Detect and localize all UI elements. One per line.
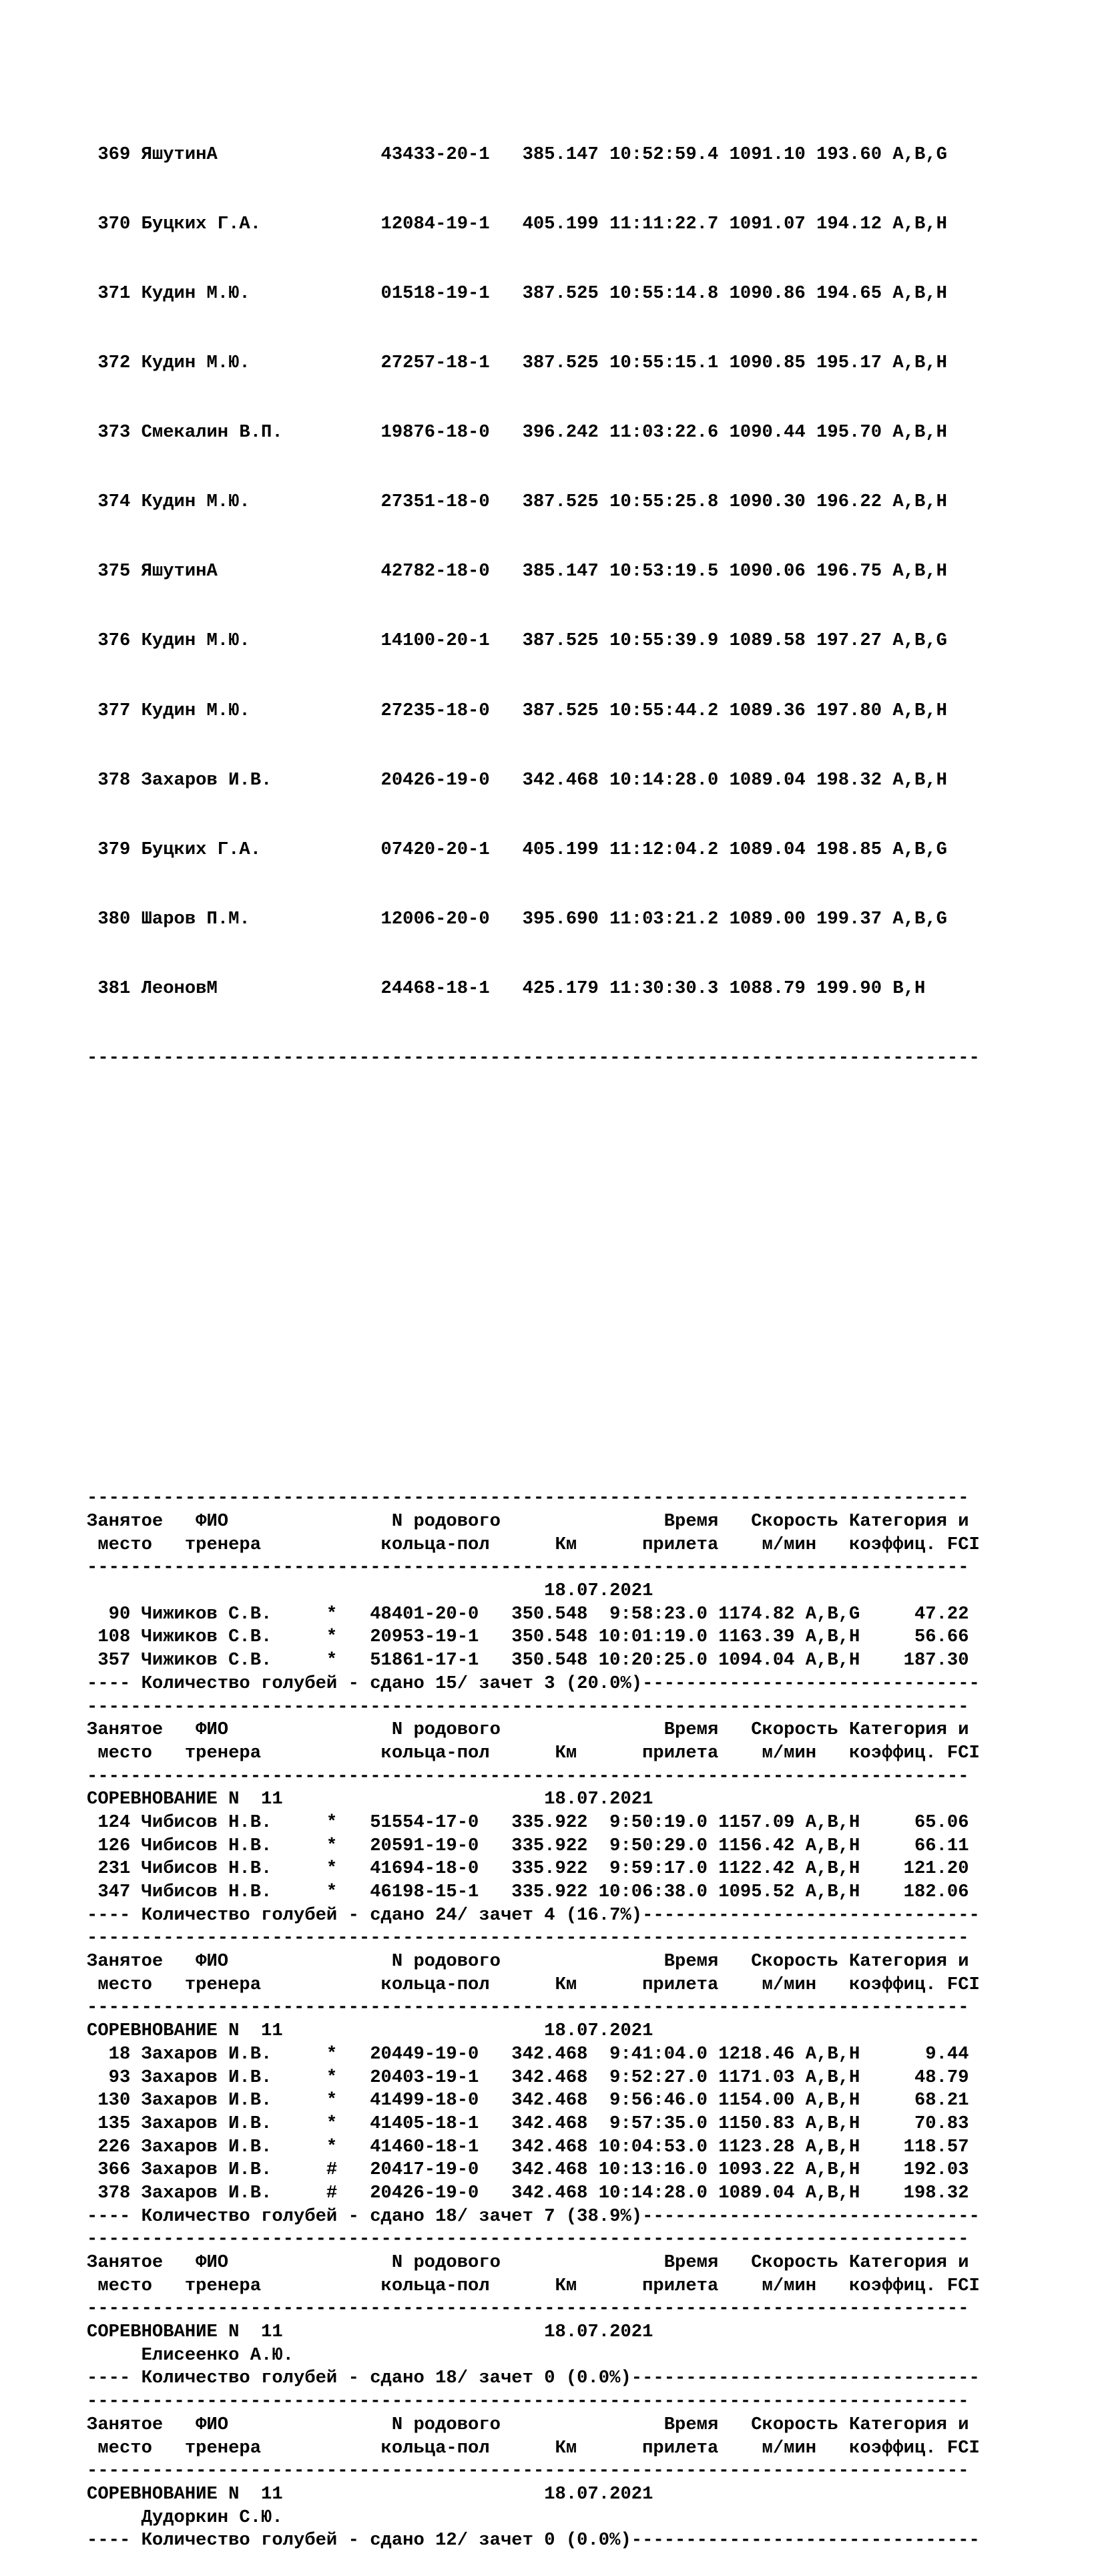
results-document <box>87 51 1088 2576</box>
result-row: 378 Захаров И.В. # 20426-19-0 342.468 10:14:28.0 1089.04 A,B,H 198.32 <box>87 2182 969 2203</box>
spacer <box>87 1325 1088 1348</box>
summary-line: ---- Количество голубей - сдано 18/ зачет 7 (38.9%)------------------------------- <box>87 2205 980 2227</box>
spacer <box>87 1186 1088 1209</box>
divider: --------------------------------------------------------------------------------- <box>87 2391 969 2412</box>
column-header: Занятое ФИО N родового Время Скорость Категория и <box>87 1719 969 1741</box>
result-row: 371 Кудин М.Ю. 01518-19-1 387.525 10:55:14.8 1090.86 194.65 A,B,H <box>87 283 947 304</box>
column-header: Занятое ФИО N родового Время Скорость Категория и <box>87 2414 969 2435</box>
column-header: место тренера кольца-пол Км прилета м/мин коэффиц. FCI <box>87 1974 980 1995</box>
column-header: место тренера кольца-пол Км прилета м/мин коэффиц. FCI <box>87 2437 980 2458</box>
competition-line: СОРЕВНОВАНИЕ N 11 18.07.2021 <box>87 2020 653 2042</box>
column-header: место тренера кольца-пол Км прилета м/мин коэффиц. FCI <box>87 1534 980 1555</box>
competition-line: СОРЕВНОВАНИЕ N 11 18.07.2021 <box>87 1789 653 1810</box>
column-header: место тренера кольца-пол Км прилета м/мин коэффиц. FCI <box>87 2275 980 2296</box>
result-row: 373 Смекалин В.П. 19876-18-0 396.242 11:03:22.6 1090.44 195.70 A,B,H <box>87 422 947 443</box>
result-row: 366 Захаров И.В. # 20417-19-0 342.468 10:13:16.0 1093.22 A,B,H 192.03 <box>87 2159 969 2181</box>
column-header: Занятое ФИО N родового Время Скорость Категория и <box>87 2252 969 2273</box>
summary-line: ---- Количество голубей - сдано 15/ зачет 3 (20.0%)------------------------------- <box>87 1673 980 1694</box>
result-row: 124 Чибисов Н.В. * 51554-17-0 335.922 9:50:19.0 1157.09 A,B,H 65.06 <box>87 1811 969 1833</box>
divider: --------------------------------------------------------------------------------- <box>87 1928 969 1949</box>
result-row: 226 Захаров И.В. * 41460-18-1 342.468 10:04:53.0 1123.28 A,B,H 118.57 <box>87 2136 969 2157</box>
summary-line: ---- Количество голубей - сдано 18/ зачет 0 (0.0%)-------------------------------- <box>87 2368 980 2389</box>
result-row: 380 Шаров П.М. 12006-20-0 395.690 11:03:21.2 1089.00 199.37 A,B,G <box>87 908 947 929</box>
club-section <box>87 2390 1088 2553</box>
result-row: 372 Кудин М.Ю. 27257-18-1 387.525 10:55:15.1 1090.85 195.17 A,B,H <box>87 353 947 374</box>
result-row: Елисеенко А.Ю. <box>87 2344 294 2366</box>
result-row: 378 Захаров И.В. 20426-19-0 342.468 10:14:28.0 1089.04 198.32 A,B,H <box>87 769 947 791</box>
result-row: 370 Буцких Г.А. 12084-19-1 405.199 11:11:22.7 1091.07 194.12 A,B,H <box>87 213 947 234</box>
result-row: 377 Кудин М.Ю. 27235-18-0 387.525 10:55:44.2 1089.36 197.80 A,B,H <box>87 700 947 721</box>
result-row: 231 Чибисов Н.В. * 41694-18-0 335.922 9:59:17.0 1122.42 A,B,H 121.20 <box>87 1858 969 1880</box>
competition-line: СОРЕВНОВАНИЕ N 11 18.07.2021 <box>87 2483 653 2505</box>
club-section <box>87 1927 1088 2228</box>
divider: --------------------------------------------------------------------------------- <box>87 2229 969 2250</box>
column-header: место тренера кольца-пол Км прилета м/мин коэффиц. FCI <box>87 1742 980 1763</box>
divider: --------------------------------------------------------------------------------- <box>87 1488 969 1509</box>
spacer <box>87 1255 1088 1279</box>
club-section <box>87 2228 1088 2390</box>
result-row: 379 Буцких Г.А. 07420-20-1 405.199 11:12:04.2 1089.04 198.85 A,B,G <box>87 839 947 860</box>
divider: --------------------------------------------------------------------------------- <box>87 1557 969 1578</box>
column-header: Занятое ФИО N родового Время Скорость Категория и <box>87 1951 969 1972</box>
club-section <box>87 1487 1088 1695</box>
column-header: Занятое ФИО N родового Время Скорость Категория и <box>87 1511 969 1532</box>
competition-line: СОРЕВНОВАНИЕ N 11 18.07.2021 <box>87 2322 653 2343</box>
result-row: 90 Чижиков С.В. * 48401-20-0 350.548 9:58:23.0 1174.82 A,B,G 47.22 <box>87 1603 969 1625</box>
result-row: 126 Чибисов Н.В. * 20591-19-0 335.922 9:50:29.0 1156.42 A,B,H 66.11 <box>87 1835 969 1856</box>
divider: --------------------------------------------------------------------------------- <box>87 1997 969 2018</box>
top-results-table <box>87 97 1088 1116</box>
spacer <box>87 1395 1088 1418</box>
result-row: 374 Кудин М.Ю. 27351-18-0 387.525 10:55:25.8 1090.30 196.22 A,B,H <box>87 491 947 513</box>
summary-line: ---- Количество голубей - сдано 12/ зачет 0 (0.0%)-------------------------------- <box>87 2530 980 2551</box>
result-row: 369 ЯшутинА 43433-20-1 385.147 10:52:59.4 1091.10 193.60 A,B,G <box>87 144 947 165</box>
sections-container <box>87 1487 1088 2553</box>
result-row: 375 ЯшутинА 42782-18-0 385.147 10:53:19.5 1090.06 196.75 A,B,H <box>87 561 947 582</box>
club-section <box>87 1696 1088 1928</box>
result-row: 381 ЛеоновМ 24468-18-1 425.179 11:30:30.3 1088.79 199.90 B,H <box>87 978 926 999</box>
result-row: 130 Захаров И.В. * 41499-18-0 342.468 9:56:46.0 1154.00 A,B,H 68.21 <box>87 2090 969 2111</box>
result-row: 93 Захаров И.В. * 20403-19-1 342.468 9:52:27.0 1171.03 A,B,H 48.79 <box>87 2067 969 2088</box>
divider: ---------------------------------------------------------------------------------- <box>87 1048 980 1069</box>
result-row: 135 Захаров И.В. * 41405-18-1 342.468 9:57:35.0 1150.83 A,B,H 70.83 <box>87 2113 969 2134</box>
result-row: Дудоркин С.Ю. <box>87 2507 283 2528</box>
summary-line: ---- Количество голубей - сдано 24/ зачет 4 (16.7%)------------------------------- <box>87 1904 980 1926</box>
date-line: 18.07.2021 <box>87 1580 653 1602</box>
divider: --------------------------------------------------------------------------------- <box>87 2460 969 2482</box>
divider: --------------------------------------------------------------------------------- <box>87 1696 969 1717</box>
result-row: 376 Кудин М.Ю. 14100-20-1 387.525 10:55:39.9 1089.58 197.27 A,B,G <box>87 630 947 652</box>
result-row: 357 Чижиков С.В. * 51861-17-1 350.548 10:20:25.0 1094.04 A,B,H 187.30 <box>87 1650 969 1671</box>
divider: --------------------------------------------------------------------------------- <box>87 2298 969 2320</box>
result-row: 108 Чижиков С.В. * 20953-19-1 350.548 10:01:19.0 1163.39 A,B,H 56.66 <box>87 1627 969 1648</box>
result-row: 347 Чибисов Н.В. * 46198-15-1 335.922 10:06:38.0 1095.52 A,B,H 182.06 <box>87 1882 969 1902</box>
divider: --------------------------------------------------------------------------------- <box>87 1765 969 1787</box>
result-row: 18 Захаров И.В. * 20449-19-0 342.468 9:41:04.0 1218.46 A,B,H 9.44 <box>87 2043 969 2065</box>
